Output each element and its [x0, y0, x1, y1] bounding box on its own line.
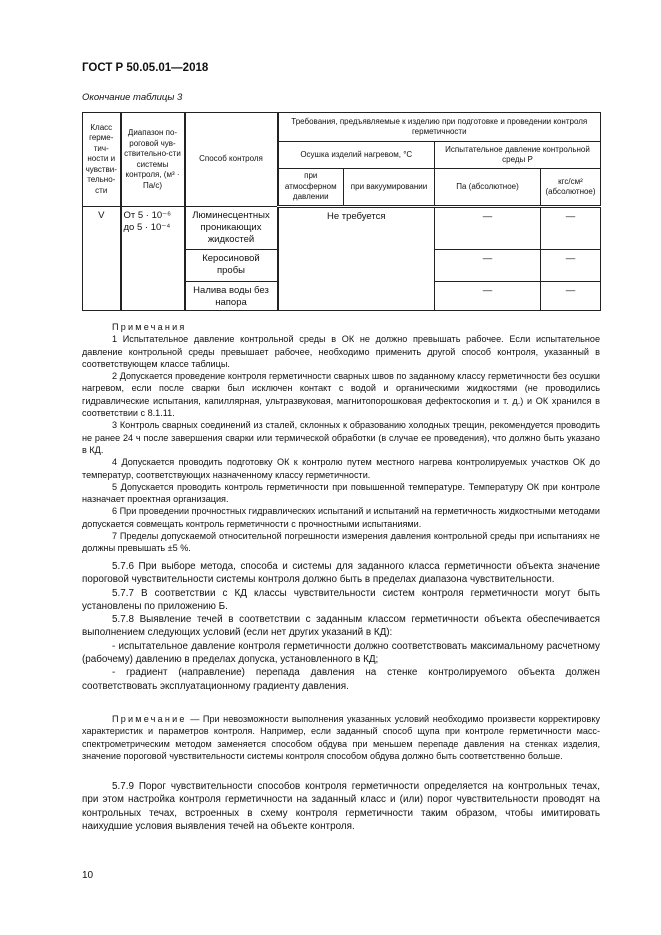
- cell-range: От 5 · 10⁻⁶ до 5 · 10⁻⁴: [121, 207, 185, 311]
- note-item: 5 Допускается проводить контроль герметичности при повышенной температуре. Температуру ОК при контроле назначает проектная организация.: [82, 481, 600, 505]
- cell-method: Налива воды без напора: [185, 282, 278, 311]
- section-5-7-6-to-5-7-8: [82, 560, 600, 693]
- cell-drying: Не требуется: [278, 207, 435, 311]
- cell-pa: —: [435, 282, 541, 311]
- note-block: [82, 713, 600, 762]
- cell-method: Керосиновой пробы: [185, 250, 278, 282]
- note-item: 6 При проведении прочностных гидравлических испытаний и испытаний на герметичность жидкостными методами допускается совмещать контроль герметичности с прочностными испытаниями.: [82, 506, 600, 529]
- paragraph: 5.7.7 В соответствии с КД классы чувствительности систем контроля герметичности могут быть установлены по приложению Б.: [82, 587, 600, 612]
- header-vacuum: при вакуумировании: [344, 169, 435, 207]
- note-label: Примечание: [112, 714, 187, 724]
- document-header: ГОСТ Р 50.05.01—2018: [82, 62, 209, 74]
- cell-pa: —: [435, 250, 541, 282]
- table-row: [83, 207, 601, 250]
- note-item: 7 Пределы допускаемой относительной погрешности измерения давления контрольной среды при испытаниях не должны превышать ±5 %.: [82, 531, 600, 554]
- paragraph: 5.7.6 При выборе метода, способа и системы для заданного класса герметичности объекта значение пороговой чувствительности системы контроля должно быть в пределах диапазона чувствительности.: [82, 561, 600, 586]
- notes-title: Примечания: [112, 322, 187, 332]
- section-5-7-9: [82, 780, 600, 833]
- header-drying: Осушка изделий нагревом, °С: [278, 142, 435, 169]
- header-pa: Па (абсолютное): [435, 169, 541, 207]
- note-item: 3 Контроль сварных соединений из сталей, склонных к образованию холодных трещин, рекомендуется проводить не ранее 24 ч после завершения сварки или термической обработки (в случае ее проведения), что должно быть указано в КД.: [82, 420, 600, 455]
- paragraph: 5.7.8 Выявление течей в соответствии с заданным классом герметичности объекта обеспечивается выполнением следующих условий (если нет других указаний в КД):: [82, 614, 600, 639]
- header-method: Способ контроля: [185, 113, 278, 207]
- note-item: 2 Допускается проведение контроля герметичности сварных швов по заданному классу герметичности без осушки нагревом, если после сварки был исключен контакт с водой и органическими жидкостями (не проводились гидравлические испытания, капиллярная, ультразвуковая, магнитопорошковая дефектоскопия и т. д.) и ОК хранился в соответствии с 8.1.11.: [82, 371, 600, 419]
- cell-class: V: [83, 207, 121, 311]
- requirements-table: [82, 112, 601, 311]
- table-notes: [82, 321, 600, 555]
- note-item: 1 Испытательное давление контрольной среды в ОК не должно превышать рабочее. Если испытательное давление контрольной среды превышает рабочее, необходимо применить другой способ контроля, указанный в соответствующем классе таблицы.: [82, 334, 600, 369]
- header-class: Класс герме-тич-ности и чувстви-тельно-сти: [83, 113, 121, 207]
- list-item: - градиент (направление) перепада давления на стенке контролируемого объекта должен соответствовать эксплуатационному градиенту давления.: [82, 667, 600, 692]
- cell-pa: —: [435, 207, 541, 250]
- table-caption: Окончание таблицы 3: [82, 92, 183, 103]
- header-requirements: Требования, предъявляемые к изделию при подготовке и проведении контроля герметичности: [278, 113, 601, 142]
- header-range: Диапазон по-роговой чув-ствительно-сти системы контроля, (м³ · Па/с): [121, 113, 185, 207]
- note-item: 4 Допускается проводить подготовку ОК к контролю путем местного нагрева контролируемых участков ОК до температур, соответствующих назначенному классу герметичности.: [82, 457, 600, 480]
- header-pressure: Испытательное давление контрольной среды P: [435, 142, 601, 169]
- page-number: 10: [82, 870, 94, 881]
- list-item: - испытательное давление контроля герметичности должно соответствовать максимальному расчетному (рабочему) давлению в пределах допуска, установленного в КД;: [82, 640, 600, 666]
- cell-method: Люминесцентных проникающих жидкостей: [185, 207, 278, 250]
- cell-kgs: —: [541, 207, 601, 250]
- paragraph: 5.7.9 Порог чувствительности способов контроля герметичности определяется на контрольных течах, при этом настройка контроля герметичности на заданный класс и (или) порог чувствительности проводят на контрольных течах, встроенных в схему контроля герметичности таким образом, чтобы имитировать наихудшие условия выявления течей на объекте контроля.: [82, 781, 600, 832]
- header-atmospheric: при атмосферном давлении: [278, 169, 344, 207]
- header-kgs: кгс/см² (абсолютное): [541, 169, 601, 207]
- cell-kgs: —: [541, 282, 601, 311]
- cell-kgs: —: [541, 250, 601, 282]
- note-text: — При невозможности выполнения указанных условий необходимо произвести корректировку характеристик и параметров контроля. Например, если заданный способ щупа при контроле герметичности масс-спектрометрическим методом заменяется способом обдува при меньшем перепаде давления на стенках изделия, значение пороговой чувствительности системы контроля способом обдува должно быть соответственно больше.: [82, 714, 600, 761]
